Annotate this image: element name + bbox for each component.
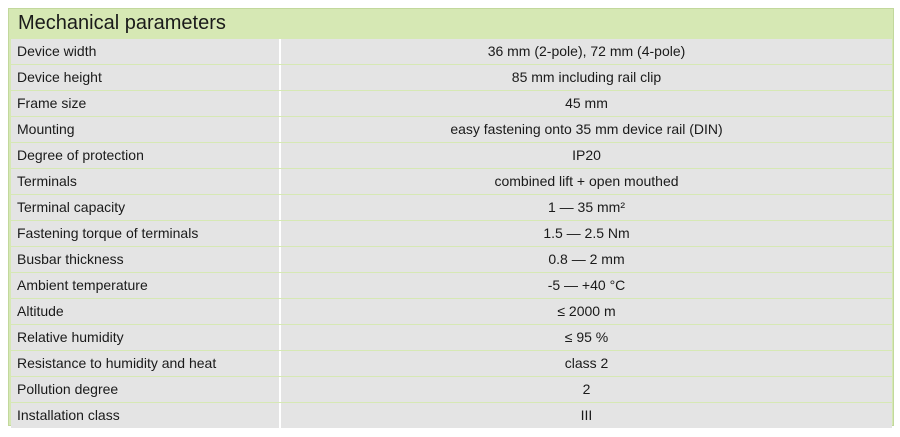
parameter-label: Pollution degree	[11, 377, 281, 402]
parameter-value: 2	[281, 377, 892, 402]
parameter-label: Busbar thickness	[11, 247, 281, 272]
parameter-label: Ambient temperature	[11, 273, 281, 298]
table-row	[11, 403, 892, 428]
table-row	[11, 91, 892, 116]
table-row	[11, 247, 892, 272]
parameter-label: Terminals	[11, 169, 281, 194]
table-row	[11, 273, 892, 298]
table-row	[11, 351, 892, 376]
parameter-label: Device height	[11, 65, 281, 90]
parameter-value: -5 — +40 °C	[281, 273, 892, 298]
parameter-value: class 2	[281, 351, 892, 376]
table-row	[11, 377, 892, 402]
parameter-label: Device width	[11, 39, 281, 64]
parameter-value: ≤ 95 %	[281, 325, 892, 350]
parameter-label: Degree of protection	[11, 143, 281, 168]
mechanical-parameters-panel	[8, 8, 894, 426]
parameter-label: Resistance to humidity and heat	[11, 351, 281, 376]
parameter-value: 1.5 — 2.5 Nm	[281, 221, 892, 246]
table-row	[11, 117, 892, 142]
table-row	[11, 299, 892, 324]
parameter-label: Mounting	[11, 117, 281, 142]
table-row	[11, 221, 892, 246]
parameter-value: 1 — 35 mm²	[281, 195, 892, 220]
table-row	[11, 169, 892, 194]
parameter-label: Frame size	[11, 91, 281, 116]
parameter-value: 45 mm	[281, 91, 892, 116]
parameter-value: III	[281, 403, 892, 428]
parameter-label: Altitude	[11, 299, 281, 324]
table-row	[11, 65, 892, 90]
parameter-label: Fastening torque of terminals	[11, 221, 281, 246]
section-title: Mechanical parameters	[18, 12, 226, 34]
parameters-table	[11, 38, 892, 429]
table-row	[11, 325, 892, 350]
parameter-value: IP20	[281, 143, 892, 168]
parameter-value: combined lift + open mouthed	[281, 169, 892, 194]
parameter-value: 0.8 — 2 mm	[281, 247, 892, 272]
parameter-label: Relative humidity	[11, 325, 281, 350]
parameter-value: easy fastening onto 35 mm device rail (DIN)	[281, 117, 892, 142]
parameter-label: Installation class	[11, 403, 281, 428]
parameter-value: 85 mm including rail clip	[281, 65, 892, 90]
table-row	[11, 143, 892, 168]
parameter-value: 36 mm (2-pole), 72 mm (4-pole)	[281, 39, 892, 64]
parameter-label: Terminal capacity	[11, 195, 281, 220]
parameter-value: ≤ 2000 m	[281, 299, 892, 324]
table-row	[11, 195, 892, 220]
table-row	[11, 39, 892, 64]
